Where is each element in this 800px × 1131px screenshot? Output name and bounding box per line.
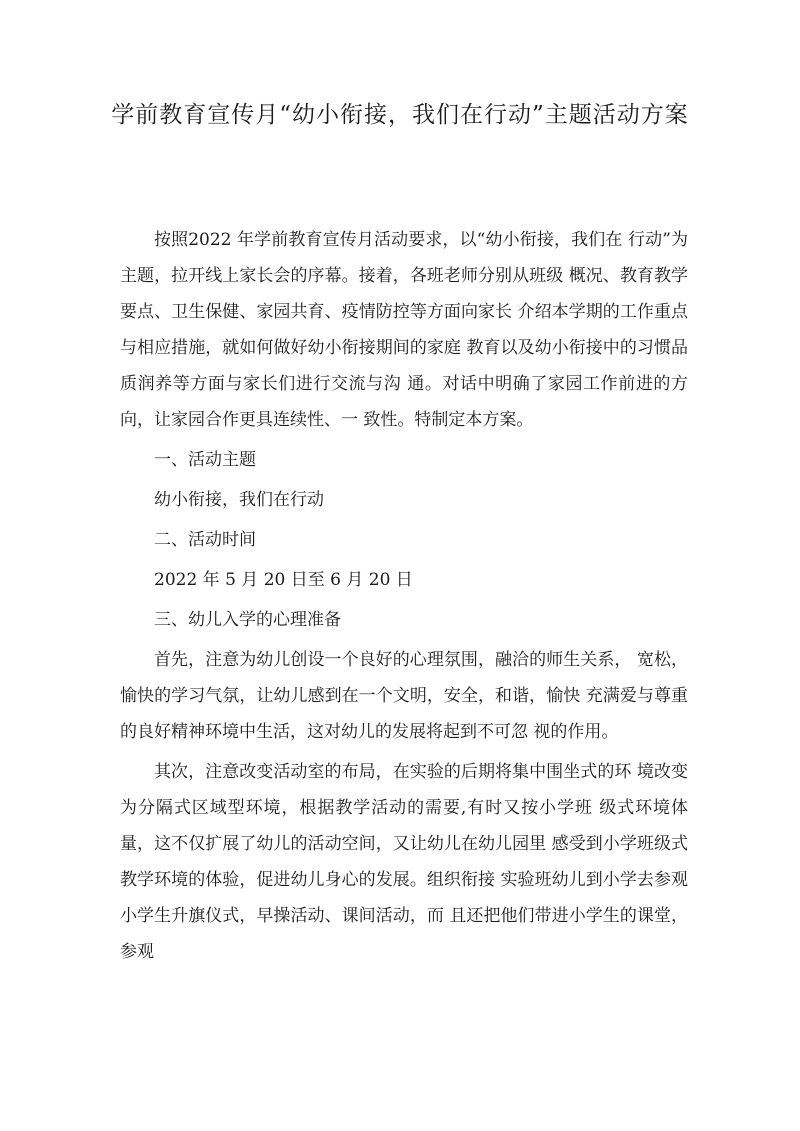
paragraph-activity-theme: 幼小衔接，我们在行动 bbox=[154, 490, 324, 510]
paragraph-second: 其次，注意改变活动室的布局，在实验的后期将集中围坐式的环 境改变为分隔式区域型环境，根据教学活动的需要,有时又按小学班 级式环境体量，这不仅扩展了幼儿的活动空间，又让幼儿在幼儿园里 感受到小学班级式教学环境的体验，促进幼儿身心的发展。组织衔接 实验班幼儿到小学去参观小学生升旗仪式，早操活动、课间活动，而 且还把他们带进小学生的课堂，参观 bbox=[120, 762, 688, 962]
document-body bbox=[120, 222, 688, 970]
heading-psychological-preparation: 三、幼儿入学的心理准备 bbox=[154, 610, 341, 630]
heading-activity-time: 二、活动时间 bbox=[154, 530, 256, 550]
paragraph-activity-time: 2022 年 5 月 20 日至 6 月 20 日 bbox=[154, 570, 413, 590]
paragraph-first: 首先，注意为幼儿创设一个良好的心理氛围，融洽的师生关系， 宽松，愉快的学习气氛，让幼儿感到在一个文明，安全，和谐，愉快 充满爱与尊重的良好精神环境中生活，这对幼儿的发展将起到不可忽 视的作用。 bbox=[120, 650, 688, 742]
document-title: 学前教育宣传月“幼小衔接，我们在行动”主题活动方案 bbox=[111, 102, 689, 128]
heading-activity-theme: 一、活动主题 bbox=[154, 450, 256, 470]
paragraph-intro: 按照2022 年学前教育宣传月活动要求，以“幼小衔接，我们在 行动”为主题，拉开线上家长会的序幕。接着，各班老师分别从班级 概况、教育教学要点、卫生保健、家园共育、疫情防控等方面向家长 介绍本学期的工作重点与相应措施，就如何做好幼小衔接期间的家庭 教育以及幼小衔接中的习惯品质润养等方面与家长们进行交流与沟 通。对话中明确了家园工作前进的方向，让家园合作更具连续性、一 致性。特制定本方案。 bbox=[120, 230, 688, 430]
